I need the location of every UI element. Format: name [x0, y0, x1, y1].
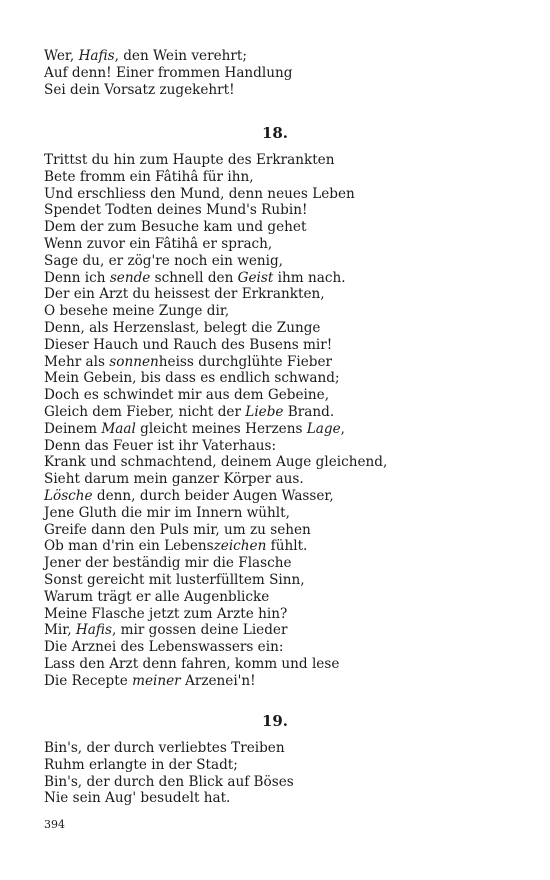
verse-line: Krank und schmachtend, deinem Auge gleichend,: [44, 454, 388, 471]
verse-line: Denn, als Herzenslast, belegt die Zunge: [44, 319, 321, 336]
emphasized-word: sonnen: [109, 353, 159, 370]
emphasized-word: meiner: [132, 672, 181, 689]
verse-line: Jene Gluth die mir im Innern wühlt,: [44, 504, 290, 521]
verse-line: Nie sein Aug' besudelt hat.: [44, 790, 231, 807]
emphasized-word: Geist: [237, 269, 274, 286]
verse-line: Und erschliess den Mund, denn neues Leben: [44, 185, 355, 202]
verse-line: Der ein Arzt du heissest der Erkrankten,: [44, 286, 325, 303]
verse-line: Gleich dem Fieber, nicht der Liebe Brand.: [44, 403, 335, 420]
verse-line: Ruhm erlangte in der Stadt;: [44, 756, 238, 773]
emphasized-word: Lage: [306, 420, 341, 437]
verse-line: Doch es schwindet mir aus dem Gebeine,: [44, 387, 330, 404]
emphasized-word: sende: [109, 269, 151, 286]
poem-18-title: 18.: [261, 124, 289, 142]
verse-line: Die Arznei des Lebenswassers ein:: [44, 639, 284, 656]
verse-line: Bin's, der durch den Blick auf Böses: [44, 773, 294, 790]
verse-line: Lösche denn, durch beider Augen Wasser,: [44, 487, 334, 504]
emphasized-word: Liebe: [245, 403, 284, 420]
verse-line: Wenn zuvor ein Fâtihâ er sprach,: [44, 235, 273, 252]
verse-line: Trittst du hin zum Haupte des Erkrankten: [44, 152, 335, 168]
verse-line: Sieht darum mein ganzer Körper aus.: [44, 471, 304, 488]
verse-line: Meine Flasche jetzt zum Arzte hin?: [44, 605, 288, 622]
verse-line: Lass den Arzt denn fahren, komm und lese: [44, 655, 340, 672]
emphasized-word: Hafis: [75, 622, 112, 639]
emphasized-word: Maal: [101, 420, 136, 437]
verse-line: Denn ich sende schnell den Geist ihm nach.: [44, 269, 346, 286]
verse-line: Auf denn! Einer frommen Handlung: [44, 64, 293, 81]
verse-line: Greife dann den Puls mir, um zu sehen: [44, 521, 311, 538]
verse-line: Dieser Hauch und Rauch des Busens mir!: [44, 336, 333, 353]
verse-line: Spendet Todten deines Mund's Rubin!: [44, 202, 308, 219]
verse-line: Sonst gereicht mit lusterfülltem Sinn,: [44, 571, 305, 588]
verse-line: Jener der beständig mir die Flasche: [44, 555, 292, 572]
verse-line: Mir, Hafis, mir gossen deine Lieder: [44, 622, 288, 639]
verse-line: Bete fromm ein Fâtihâ für ihn,: [44, 168, 254, 185]
poem-18-text: [44, 152, 514, 690]
verse-line: Sage du, er zög're noch ein wenig,: [44, 252, 283, 269]
verse-line: Ob man d'rin ein Lebenszeichen fühlt.: [44, 538, 308, 555]
verse-line: O besehe meine Zunge dir,: [44, 303, 230, 320]
verse-line: Wer, Hafis, den Wein verehrt;: [44, 48, 247, 64]
verse-line: Sei dein Vorsatz zugekehrt!: [44, 81, 235, 98]
verse-line: Dem der zum Besuche kam und gehet: [44, 219, 307, 236]
verse-line: Deinem Maal gleicht meines Herzens Lage,: [44, 420, 345, 437]
poem-19-text: [44, 740, 514, 807]
poem-17-ending: [44, 48, 514, 98]
emphasized-word: Lösche: [44, 487, 93, 504]
poem-19-title: 19.: [261, 712, 289, 730]
emphasized-word: Hafis: [78, 48, 115, 64]
verse-line: Denn das Feuer ist ihr Vaterhaus:: [44, 437, 277, 454]
verse-line: Bin's, der durch verliebtes Treiben: [44, 740, 285, 756]
verse-line: Die Recepte meiner Arzenei'n!: [44, 672, 256, 689]
verse-line: Warum trägt er alle Augenblicke: [44, 588, 270, 605]
emphasized-word: zeichen: [213, 538, 267, 555]
verse-line: Mehr als sonnenheiss durchglühte Fieber: [44, 353, 332, 370]
page-number: 394: [44, 818, 65, 831]
verse-line: Mein Gebein, bis dass es endlich schwand;: [44, 370, 340, 387]
